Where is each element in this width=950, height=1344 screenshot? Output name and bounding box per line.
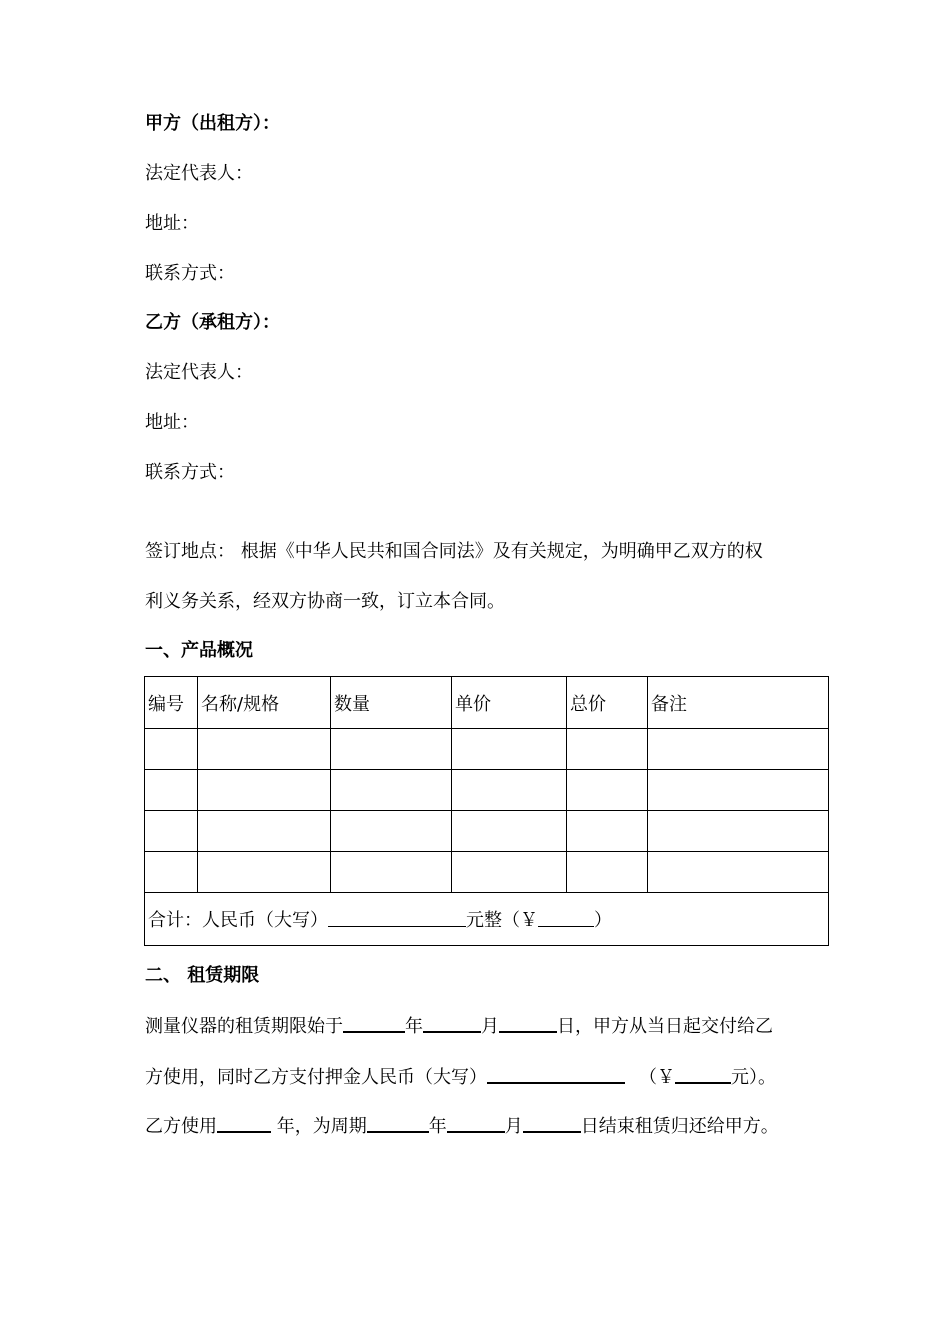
- deposit-text: 方使用，同时乙方支付押金人民币（大写）: [145, 1067, 487, 1088]
- total-suffix: ）: [594, 910, 612, 931]
- usage-text: 乙方使用: [145, 1116, 217, 1137]
- deposit-yuan-blank[interactable]: [675, 1064, 731, 1084]
- table-cell[interactable]: [331, 770, 452, 811]
- table-row: [145, 770, 829, 811]
- intro-line-1: 签订地点： 根据《中华人民共和国合同法》及有关规定，为明确甲乙双方的权: [145, 541, 763, 562]
- table-cell[interactable]: [145, 811, 198, 852]
- col-header-total-price: 总价: [567, 677, 648, 729]
- table-cell[interactable]: [331, 852, 452, 893]
- party-a-heading: 甲方（出租方）：: [145, 113, 280, 134]
- party-a-address-label: 地址：: [145, 213, 199, 234]
- start-day-blank[interactable]: [499, 1013, 557, 1033]
- usage-years-blank[interactable]: [217, 1113, 271, 1133]
- table-cell[interactable]: [452, 811, 567, 852]
- party-b-heading: 乙方（承租方）：: [145, 312, 280, 333]
- party-a-contact-label: 联系方式：: [145, 263, 235, 284]
- party-b-contact-label: 联系方式：: [145, 462, 235, 483]
- period-text: 年，为周期: [271, 1116, 367, 1137]
- total-prefix: 合计：人民币（大写）: [148, 910, 328, 931]
- table-cell[interactable]: [648, 811, 829, 852]
- table-cell[interactable]: [648, 770, 829, 811]
- lease-start-text: 测量仪器的租赁期限始于: [145, 1016, 343, 1037]
- start-month-blank[interactable]: [423, 1013, 481, 1033]
- table-header-row: [145, 677, 829, 729]
- table-cell[interactable]: [567, 770, 648, 811]
- table-cell[interactable]: [567, 852, 648, 893]
- table-total-row: [145, 893, 829, 946]
- section-2-title: 二、 租赁期限: [145, 965, 260, 986]
- product-table: [144, 676, 829, 946]
- end-year-blank[interactable]: [367, 1113, 429, 1133]
- col-header-number: 编号: [145, 677, 198, 729]
- table-cell[interactable]: [331, 811, 452, 852]
- total-yuan-blank[interactable]: [538, 908, 594, 927]
- table-row: [145, 811, 829, 852]
- table-row: [145, 729, 829, 770]
- col-header-name-spec: 名称/规格: [198, 677, 331, 729]
- table-cell[interactable]: [452, 770, 567, 811]
- end-month-blank[interactable]: [447, 1113, 505, 1133]
- col-header-quantity: 数量: [331, 677, 452, 729]
- deposit-yuan-suffix: 元）。: [731, 1067, 776, 1088]
- table-cell[interactable]: [145, 852, 198, 893]
- table-cell[interactable]: [452, 729, 567, 770]
- party-b-address-label: 地址：: [145, 412, 199, 433]
- total-cell: [145, 893, 829, 946]
- section-1-title: 一、产品概况: [145, 640, 253, 661]
- end-year-label: 年: [428, 1116, 447, 1137]
- table-row: [145, 852, 829, 893]
- table-cell[interactable]: [198, 770, 331, 811]
- table-cell[interactable]: [567, 811, 648, 852]
- total-mid: 元整（￥: [466, 910, 538, 931]
- table-cell[interactable]: [648, 852, 829, 893]
- end-day-blank[interactable]: [523, 1113, 581, 1133]
- total-amount-blank[interactable]: [328, 908, 466, 927]
- party-b-rep-label: 法定代表人：: [145, 362, 253, 383]
- deposit-yuan-prefix: （￥: [639, 1067, 675, 1088]
- table-cell[interactable]: [145, 729, 198, 770]
- table-cell[interactable]: [331, 729, 452, 770]
- intro-line-2: 利义务关系，经双方协商一致，订立本合同。: [145, 591, 505, 612]
- year-label: 年: [405, 1016, 423, 1037]
- table-cell[interactable]: [452, 852, 567, 893]
- table-cell[interactable]: [198, 729, 331, 770]
- end-text: 日结束租赁归还给甲方。: [580, 1116, 779, 1137]
- table-cell[interactable]: [648, 729, 829, 770]
- table-cell[interactable]: [145, 770, 198, 811]
- deposit-amount-blank[interactable]: [487, 1064, 625, 1084]
- month-label: 月: [481, 1016, 499, 1037]
- end-month-label: 月: [504, 1116, 523, 1137]
- col-header-remarks: 备注: [648, 677, 829, 729]
- party-a-rep-label: 法定代表人：: [145, 163, 253, 184]
- table-cell[interactable]: [567, 729, 648, 770]
- start-year-blank[interactable]: [343, 1013, 405, 1033]
- table-cell[interactable]: [198, 852, 331, 893]
- table-cell[interactable]: [198, 811, 331, 852]
- day-label-text: 日，甲方从当日起交付给乙: [557, 1016, 773, 1037]
- col-header-unit-price: 单价: [452, 677, 567, 729]
- lease-paragraph-line-3: [145, 1113, 779, 1139]
- lease-paragraph-line-1: [145, 1013, 773, 1039]
- lease-paragraph-line-2: [145, 1064, 776, 1090]
